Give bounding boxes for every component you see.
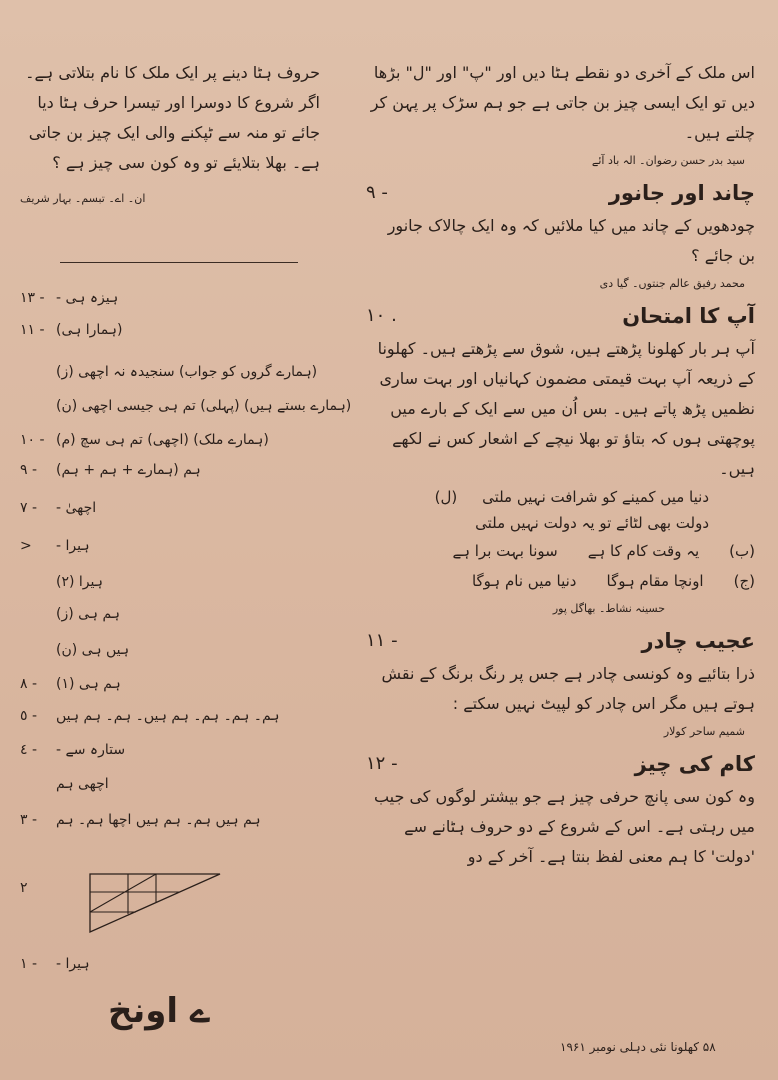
verse-c-row [370, 566, 755, 596]
answer-text: ہم (ہمارے + ہم + ہم) [56, 462, 201, 478]
q11-text: ذرا بتائیے وہ کونسی چادر ہے جس پر رنگ برنگ کے نقش ہوتے ہیں مگر اس چادر کو لپیٹ نہیں سکتے : [381, 664, 755, 713]
verse-b-right: سونا بہت برا ہے [452, 542, 558, 560]
answer-number: ٢ [20, 880, 28, 896]
q9-text: چودھویں کے چاند میں کیا ملائیں کہ وہ ایک چالاک جانور بن جائے ؟ [387, 216, 755, 265]
intro-credit: سید بدر حسن رضوان۔ الہ باد آئے [591, 154, 745, 167]
page-footer: ۵۸ کھلونا نئی دہلی نومبر ۱۹۶۱ [560, 1040, 716, 1054]
triangle-grid-diagram [88, 872, 224, 934]
answer-number: ١٠ - [20, 432, 45, 448]
answer-text: (ہمارے ملک) (اچھی) تم ہی سچ (م) [56, 432, 269, 448]
q9-credit: محمد رفیق عالم جنتوں۔ گیا دی [599, 277, 745, 290]
left-credit: ان۔ اے۔ تبسم۔ بہار شریف [20, 192, 146, 205]
answer-number: ٣ - [20, 812, 38, 828]
verse-c-left: اونچا مقام ہوگا [606, 572, 704, 590]
right-column [366, 58, 755, 872]
q9-heading [366, 177, 755, 209]
q12-heading [366, 748, 755, 780]
q9-number: ٩ - [366, 182, 388, 203]
answer-row [20, 880, 56, 896]
verse-a-text1: دنیا میں کمینے کو شرافت نہیں ملتی [482, 488, 709, 506]
answer-number: ٤ - [20, 742, 38, 758]
answer-text: ہم ہی (١) [56, 676, 121, 692]
answer-text: (ہمارے گروں کو جواب) سنجیدہ نہ اچھی (ز) [56, 364, 318, 380]
answer-text: ہیرا (٢) [56, 574, 103, 590]
answer-number: > [20, 538, 32, 554]
answer-row [20, 956, 90, 972]
q10-number: ١٠ . [366, 305, 397, 326]
answer-text: (ہمارے بستے ہیں) (پہلی) تم ہی جیسی اچھی (ن) [56, 398, 352, 414]
answer-row [20, 776, 109, 792]
verse-a-label: (ل) [434, 488, 458, 506]
q10-credit: حسینہ نشاط۔ بھاگل پور [552, 602, 665, 615]
answer-text: ستارہ سے - [56, 742, 126, 758]
q11-title: عجیب چادر [641, 629, 755, 653]
q9-title: چاند اور جانور [608, 181, 755, 205]
signature-mark: ے اونخ [108, 991, 210, 1031]
answer-row [20, 398, 351, 414]
answer-number: ١ - [20, 956, 38, 972]
answer-row [20, 364, 317, 380]
answer-row [20, 606, 120, 622]
verse-a-line2: دولت بھی لٹائے تو یہ دولت نہیں ملتی [475, 514, 709, 532]
verse-b-label: (ب) [729, 542, 755, 560]
verse-c-right: دنیا میں نام ہوگا [471, 572, 577, 590]
verse-c-label: (ج) [733, 572, 755, 590]
answer-row [20, 708, 279, 724]
q12-text: وہ کون سی پانچ حرفی چیز ہے جو بیشتر لوگوں کی جیب میں رہتی ہے۔ اس کے شروع کے دو حروف ہٹانے سے 'دولت' کا ہم معنی لفظ بنتا ہے۔ آخر کے دو [373, 787, 755, 866]
answer-text: اچھیٰ - [56, 500, 97, 516]
answer-text: اچھی ہم [56, 776, 109, 792]
verse-b-left: یہ وقت کام کا ہے [587, 542, 700, 560]
answer-text: ہیرا - [56, 538, 90, 554]
answer-row [20, 500, 96, 516]
answer-row [20, 432, 269, 448]
q12-number: ١٢ - [366, 753, 398, 774]
left-intro-paragraph: حروف ہٹا دینے پر ایک ملک کا نام بتلاتی ہے۔ اگر شروع کا دوسرا اور تیسرا حرف ہٹا دیا جائے تو منہ سے ٹپکنے والی ایک چیز بن جاتی ہے۔ بھلا بتلایئے تو وہ کون سی چیز ہے ؟ [25, 63, 320, 172]
q10-text: آپ ہر بار کھلونا پڑھتے ہیں، شوق سے پڑھتے ہیں۔ کھلونا کے ذریعہ آپ بہت قیمتی مضمون کہانیاں اور بہت ساری نظمیں پڑھ پاتے ہیں۔ بس اُن میں سے ایک کے بارے میں پوچھتی ہوں کہ بتاؤ تو بھلا نیچے کے اشعار کس نے لکھے ہیں۔ [377, 339, 755, 478]
answer-number: ٧ - [20, 500, 38, 516]
answer-row [20, 538, 90, 554]
q11-number: ١١ - [366, 630, 398, 651]
answer-row [20, 812, 261, 828]
q12-title: کام کی چیز [634, 752, 755, 776]
answer-row [20, 462, 201, 478]
answer-text: (ہمارا ہی) [56, 322, 123, 338]
q11-heading [366, 625, 755, 657]
q11-credit: شمیم ساحر کولار [663, 725, 745, 738]
answer-text: ہیزہ ہی - [56, 290, 119, 306]
answer-number: ٥ - [20, 708, 38, 724]
answer-text: ہیں ہی (ن) [56, 642, 130, 658]
answer-number: ١٣ - [20, 290, 45, 306]
answer-row [20, 322, 122, 338]
answer-text: ہم ہی (ز) [56, 606, 120, 622]
verse-a-line1 [370, 484, 755, 510]
answer-row [20, 642, 129, 658]
answer-row [20, 290, 118, 306]
answer-text: ہم۔ ہم۔ ہم۔ ہم ہیں۔ ہم۔ ہم ہیں [56, 708, 280, 724]
answer-row [20, 742, 125, 758]
answer-number: ٩ - [20, 462, 38, 478]
answer-row [20, 676, 121, 692]
answer-number: ١١ - [20, 322, 45, 338]
left-column [20, 58, 320, 215]
answer-number: ٨ - [20, 676, 38, 692]
q10-heading [366, 300, 755, 332]
intro-paragraph: اس ملک کے آخری دو نقطے ہٹا دیں اور "پ" اور "ل" بڑھا دیں تو ایک ایسی چیز بن جاتی ہے جو ہم سڑک پر پہن کر چلتے ہیں۔ [370, 63, 755, 142]
verse-b-row [370, 536, 755, 566]
answer-text: ہیرا - [56, 956, 90, 972]
divider-line [60, 262, 298, 263]
answer-row [20, 574, 103, 590]
answer-text: ہم ہیں ہم۔ ہم ہیں اچھا ہم۔ ہم [56, 812, 261, 828]
q10-title: آپ کا امتحان [622, 304, 755, 328]
